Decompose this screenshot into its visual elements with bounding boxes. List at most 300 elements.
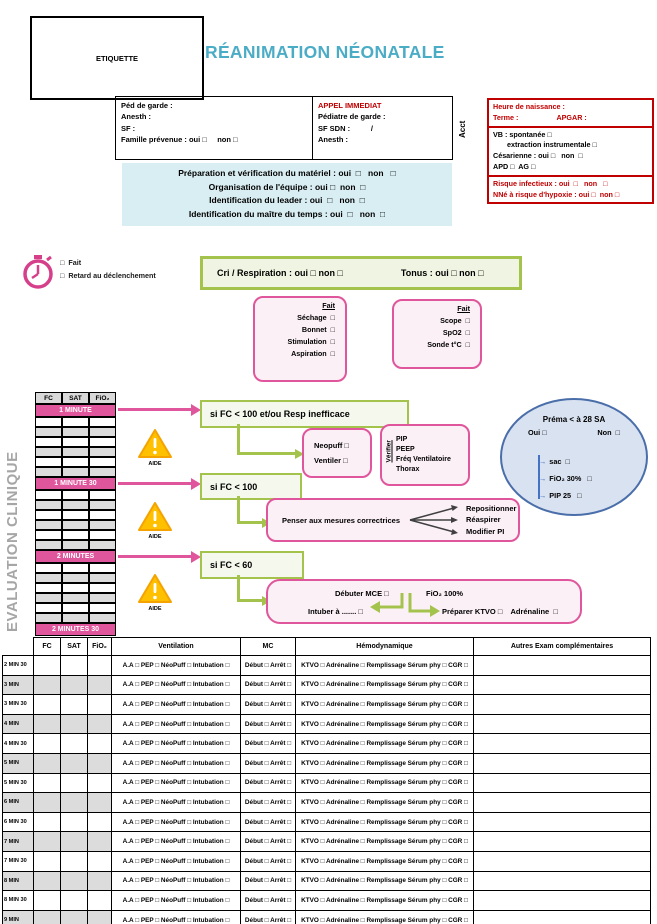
eval-cell[interactable]	[89, 437, 116, 447]
table-row	[3, 832, 651, 852]
eval-cell[interactable]	[62, 583, 89, 593]
eval-cell[interactable]	[35, 593, 62, 603]
cri-tonus-box	[200, 256, 522, 290]
eval-cell[interactable]	[89, 563, 116, 573]
cell-sat[interactable]	[61, 891, 88, 911]
bottom-header-row	[3, 638, 651, 656]
cell-hemodynamique-checkboxes[interactable]: KTVO □ Adrénaline □ Remplissage Sérum phy □ CGR □	[296, 773, 474, 793]
eval-cell[interactable]	[62, 447, 89, 457]
prema-item-sac[interactable]: → sac □	[539, 457, 570, 466]
warning-triangle-icon	[137, 573, 173, 604]
cell-fc[interactable]	[34, 714, 61, 734]
prema-item-fio2[interactable]: → FiO₂ 30% □	[539, 474, 592, 483]
bottom-table-body	[3, 656, 651, 924]
eval-cell[interactable]	[62, 437, 89, 447]
cell-autres-exam[interactable]	[474, 714, 651, 734]
eval-table-body	[35, 404, 116, 636]
action-modifier-pi: Modifier PI	[466, 526, 505, 536]
table-row	[3, 714, 651, 734]
eval-col-fio2: FiO₂	[89, 392, 116, 404]
eval-cell[interactable]	[35, 467, 62, 477]
bonnet-checkbox[interactable]: Bonnet □	[301, 324, 335, 334]
blue-arrow-icon: →	[539, 474, 547, 483]
eval-cell[interactable]	[89, 467, 116, 477]
cell-ventilation-checkboxes[interactable]: A.A □ PEP □ NéoPuff □ Intubation □	[112, 656, 241, 676]
eval-cell[interactable]	[62, 510, 89, 520]
bottom-table	[2, 637, 651, 924]
neopuff-box	[302, 428, 372, 478]
cell-autres-exam[interactable]	[474, 753, 651, 773]
cell-fio2[interactable]	[88, 714, 112, 734]
cell-fio2[interactable]	[88, 793, 112, 813]
eval-cell[interactable]	[35, 437, 62, 447]
row-time-label: 5 MIN	[3, 753, 34, 773]
cell-fc[interactable]	[34, 675, 61, 695]
cell-sat[interactable]	[61, 773, 88, 793]
cell-fio2[interactable]	[88, 832, 112, 852]
row-time-label: 4 MIN	[3, 714, 34, 734]
green-elbow-arrow-3	[237, 575, 262, 602]
vb-spontanee-checkbox[interactable]: VB : spontanée □	[493, 129, 552, 139]
fan-arrows-icon	[408, 502, 462, 538]
cell-fc[interactable]	[34, 656, 61, 676]
cell-fio2[interactable]	[88, 851, 112, 871]
eval-cell[interactable]	[89, 593, 116, 603]
eval-cell[interactable]	[89, 613, 116, 623]
correctrices-actions	[466, 503, 516, 538]
eval-cell[interactable]	[62, 417, 89, 427]
cell-hemodynamique-checkboxes[interactable]: KTVO □ Adrénaline □ Remplissage Sérum phy □ CGR □	[296, 871, 474, 891]
row-time-label: 4 MIN 30	[3, 734, 34, 754]
eval-cell[interactable]	[89, 573, 116, 583]
table-row	[3, 773, 651, 793]
row-time-label: 5 MIN 30	[3, 773, 34, 793]
timer-checkboxes	[60, 257, 156, 283]
cell-fio2[interactable]	[88, 656, 112, 676]
prema-ellipse	[500, 398, 648, 516]
materiel-checkboxes[interactable]: Préparation et vérification du matériel : oui □ non □	[178, 168, 396, 178]
cell-autres-exam[interactable]	[474, 734, 651, 754]
cell-hemodynamique-checkboxes[interactable]: KTVO □ Adrénaline □ Remplissage Sérum phy □ CGR □	[296, 675, 474, 695]
cell-autres-exam[interactable]	[474, 832, 651, 852]
aide-warning-2	[135, 501, 175, 540]
cell-mc-checkboxes[interactable]: Début □ Arrêt □	[241, 851, 296, 871]
stimulation-checkbox[interactable]: Stimulation □	[287, 336, 335, 346]
cell-mc-checkboxes[interactable]: Début □ Arrêt □	[241, 753, 296, 773]
anesth2-field[interactable]: Anesth :	[318, 134, 348, 144]
cell-fio2[interactable]	[88, 753, 112, 773]
cell-fio2[interactable]	[88, 734, 112, 754]
cell-hemodynamique-checkboxes[interactable]: KTVO □ Adrénaline □ Remplissage Sérum phy □ CGR □	[296, 851, 474, 871]
cell-sat[interactable]	[61, 675, 88, 695]
eval-cell[interactable]	[35, 540, 62, 550]
blue-arrow-icon: →	[539, 491, 547, 500]
risque-hypoxie-checkboxes[interactable]: NNé à risque d'hypoxie : oui □ non □	[493, 189, 620, 199]
cell-mc-checkboxes[interactable]: Début □ Arrêt □	[241, 773, 296, 793]
cell-fio2[interactable]	[88, 910, 112, 924]
fc60-actions-box	[266, 579, 582, 624]
cell-fc[interactable]	[34, 773, 61, 793]
eval-cell[interactable]	[35, 613, 62, 623]
extraction-checkbox[interactable]: extraction instrumentale □	[507, 140, 597, 150]
prema-oui-checkbox[interactable]: Oui □	[528, 428, 547, 437]
mesures-correctrices-box	[266, 498, 520, 542]
cell-autres-exam[interactable]	[474, 675, 651, 695]
eval-col-sat: SAT	[62, 392, 89, 404]
eval-cell[interactable]	[62, 490, 89, 500]
header-hemodynamique: Hémodynamique	[296, 638, 474, 656]
eval-cell[interactable]	[62, 613, 89, 623]
eval-cell[interactable]	[35, 490, 62, 500]
eval-cell[interactable]	[62, 593, 89, 603]
anesth-field[interactable]: Anesth :	[121, 112, 151, 122]
eval-cell[interactable]	[89, 540, 116, 550]
fait-header: Fait	[457, 304, 470, 313]
cell-fc[interactable]	[34, 812, 61, 832]
fio2-100-label[interactable]: FiO₂ 100%	[426, 589, 464, 598]
fait-box-monitorage	[392, 299, 482, 369]
cell-autres-exam[interactable]	[474, 851, 651, 871]
cell-fio2[interactable]	[88, 773, 112, 793]
eval-cell[interactable]	[35, 500, 62, 510]
table-row	[3, 753, 651, 773]
cell-ventilation-checkboxes[interactable]: A.A □ PEP □ NéoPuff □ Intubation □	[112, 714, 241, 734]
eval-row	[35, 573, 116, 583]
action-repositionner: Repositionner	[466, 503, 517, 513]
aide-label: AIDE	[148, 534, 162, 540]
cell-mc-checkboxes[interactable]: Début □ Arrêt □	[241, 675, 296, 695]
eval-cell[interactable]	[62, 563, 89, 573]
header-ventilation: Ventilation	[112, 638, 241, 656]
eval-row	[35, 613, 116, 623]
cell-fio2[interactable]	[88, 812, 112, 832]
famille-prevenue-checkboxes[interactable]: Famille prévenue : oui □ non □	[121, 134, 238, 144]
cell-sat[interactable]	[61, 851, 88, 871]
cell-hemodynamique-checkboxes[interactable]: KTVO □ Adrénaline □ Remplissage Sérum phy □ CGR □	[296, 812, 474, 832]
cell-ventilation-checkboxes[interactable]: A.A □ PEP □ NéoPuff □ Intubation □	[112, 753, 241, 773]
sf-field[interactable]: SF :	[121, 123, 136, 133]
cell-mc-checkboxes[interactable]: Début □ Arrêt □	[241, 871, 296, 891]
eval-row	[35, 583, 116, 593]
cell-sat[interactable]	[61, 656, 88, 676]
cell-sat[interactable]	[61, 832, 88, 852]
eval-cell[interactable]	[89, 417, 116, 427]
cell-mc-checkboxes[interactable]: Début □ Arrêt □	[241, 891, 296, 911]
cell-fio2[interactable]	[88, 675, 112, 695]
row-time-label: 6 MIN	[3, 793, 34, 813]
eval-cell[interactable]	[89, 510, 116, 520]
eval-cell[interactable]	[35, 447, 62, 457]
cell-fc[interactable]	[34, 832, 61, 852]
cell-sat[interactable]	[61, 734, 88, 754]
cell-mc-checkboxes[interactable]: Début □ Arrêt □	[241, 656, 296, 676]
pediatre-de-garde-field[interactable]: Pédiatre de garde :	[318, 112, 386, 122]
cri-respiration-checkboxes[interactable]: Cri / Respiration : oui □ non □	[217, 268, 343, 278]
eval-row	[35, 500, 116, 510]
eval-cell[interactable]	[35, 427, 62, 437]
cell-sat[interactable]	[61, 695, 88, 715]
eval-row	[35, 467, 116, 477]
ped-de-garde-field[interactable]: Péd de garde :	[121, 101, 173, 110]
cell-ventilation-checkboxes[interactable]: A.A □ PEP □ NéoPuff □ Intubation □	[112, 910, 241, 924]
eval-cell[interactable]	[35, 583, 62, 593]
blue-arrow-icon: →	[539, 457, 547, 466]
row-time-label: 8 MIN	[3, 871, 34, 891]
eval-row	[35, 530, 116, 540]
condition-text: si FC < 100	[210, 481, 258, 492]
arrow-2-minutes	[118, 555, 192, 558]
table-row	[3, 734, 651, 754]
verifier-label: Vérifier	[385, 439, 393, 462]
terme-field[interactable]: Terme :	[493, 112, 519, 122]
condition-text: si FC < 60	[210, 560, 253, 570]
eval-cell[interactable]	[62, 427, 89, 437]
eval-row	[35, 510, 116, 520]
eval-row	[35, 563, 116, 573]
etiquette-box	[30, 16, 204, 100]
appel-immediat-cell[interactable]	[313, 97, 452, 159]
cell-hemodynamique-checkboxes[interactable]: KTVO □ Adrénaline □ Remplissage Sérum phy □ CGR □	[296, 753, 474, 773]
cell-hemodynamique-checkboxes[interactable]: KTVO □ Adrénaline □ Remplissage Sérum phy □ CGR □	[296, 910, 474, 924]
eval-cell[interactable]	[89, 447, 116, 457]
intuber-checkbox[interactable]: Intuber à ....... □	[308, 607, 363, 616]
cell-mc-checkboxes[interactable]: Début □ Arrêt □	[241, 695, 296, 715]
cell-autres-exam[interactable]	[474, 656, 651, 676]
action-reaspirer: Réaspirer	[466, 515, 501, 525]
cell-hemodynamique-checkboxes[interactable]: KTVO □ Adrénaline □ Remplissage Sérum phy □ CGR □	[296, 832, 474, 852]
arrow-1-minute-30	[118, 482, 192, 485]
cell-fc[interactable]	[34, 851, 61, 871]
cell-sat[interactable]	[61, 714, 88, 734]
eval-cell[interactable]	[35, 510, 62, 520]
debuter-mce-checkbox[interactable]: Débuter MCE □	[335, 589, 389, 598]
cell-fc[interactable]	[34, 910, 61, 924]
cell-ventilation-checkboxes[interactable]: A.A □ PEP □ NéoPuff □ Intubation □	[112, 675, 241, 695]
cell-ventilation-checkboxes[interactable]: A.A □ PEP □ NéoPuff □ Intubation □	[112, 695, 241, 715]
etiquette-label: ETIQUETTE	[95, 53, 139, 63]
cell-sat[interactable]	[61, 753, 88, 773]
retard-checkbox[interactable]: □ Retard au déclenchement	[60, 270, 156, 280]
cell-sat[interactable]	[61, 871, 88, 891]
cell-ventilation-checkboxes[interactable]: A.A □ PEP □ NéoPuff □ Intubation □	[112, 793, 241, 813]
cell-fio2[interactable]	[88, 871, 112, 891]
eval-col-fc: FC	[35, 392, 62, 404]
heure-naissance-field[interactable]: Heure de naissance :	[493, 102, 565, 111]
eval-row	[35, 540, 116, 550]
table-row	[3, 851, 651, 871]
naissance-header[interactable]	[489, 100, 652, 126]
table-row	[3, 910, 651, 924]
fait-box-gestes	[253, 296, 347, 382]
garde-cell[interactable]	[116, 97, 313, 159]
eval-cell[interactable]	[89, 530, 116, 540]
eval-cell[interactable]	[35, 520, 62, 530]
naissance-box	[487, 98, 654, 204]
eval-row	[35, 447, 116, 457]
eval-band: 1 MINUTE	[35, 404, 116, 417]
cell-autres-exam[interactable]	[474, 773, 651, 793]
cell-autres-exam[interactable]	[474, 793, 651, 813]
eval-row	[35, 417, 116, 427]
page-title: RÉANIMATION NÉONATALE	[205, 42, 445, 62]
cell-ventilation-checkboxes[interactable]: A.A □ PEP □ NéoPuff □ Intubation □	[112, 773, 241, 793]
cell-hemodynamique-checkboxes[interactable]: KTVO □ Adrénaline □ Remplissage Sérum phy □ CGR □	[296, 714, 474, 734]
eval-cell[interactable]	[35, 563, 62, 573]
fait-checkbox[interactable]: □ Fait	[60, 258, 82, 267]
cell-ventilation-checkboxes[interactable]: A.A □ PEP □ NéoPuff □ Intubation □	[112, 832, 241, 852]
eval-row	[35, 520, 116, 530]
eval-cell[interactable]	[62, 457, 89, 467]
scope-checkbox[interactable]: Scope □	[440, 315, 470, 325]
cell-sat[interactable]	[61, 812, 88, 832]
cell-mc-checkboxes[interactable]: Début □ Arrêt □	[241, 714, 296, 734]
cell-ventilation-checkboxes[interactable]: A.A □ PEP □ NéoPuff □ Intubation □	[112, 812, 241, 832]
eval-row	[35, 490, 116, 500]
eval-cell[interactable]	[62, 520, 89, 530]
cell-fc[interactable]	[34, 695, 61, 715]
evaluation-clinique-label: EVALUATION CLINIQUE	[4, 451, 21, 632]
maitre-du-temps-checkboxes[interactable]: Identification du maître du temps : oui □ non □	[188, 208, 386, 219]
green-branch-arrows-icon	[366, 593, 446, 617]
cell-mc-checkboxes[interactable]: Début □ Arrêt □	[241, 832, 296, 852]
cell-mc-checkboxes[interactable]: Début □ Arrêt □	[241, 910, 296, 924]
cell-fc[interactable]	[34, 793, 61, 813]
neopuff-checkbox[interactable]: Neopuff □	[314, 441, 349, 450]
cell-hemodynamique-checkboxes[interactable]: KTVO □ Adrénaline □ Remplissage Sérum phy □ CGR □	[296, 891, 474, 911]
prema-non-checkbox[interactable]: Non □	[597, 428, 620, 437]
preparation-checklist	[122, 163, 452, 226]
cell-ventilation-checkboxes[interactable]: A.A □ PEP □ NéoPuff □ Intubation □	[112, 851, 241, 871]
row-time-label: 6 MIN 30	[3, 812, 34, 832]
eval-row	[35, 457, 116, 467]
eval-cell[interactable]	[62, 530, 89, 540]
appel-immediat-title: APPEL IMMEDIAT	[318, 101, 382, 110]
correctrices-label: Penser aux mesures correctrices	[282, 515, 400, 525]
eval-row	[35, 603, 116, 613]
verifier-box	[380, 424, 470, 486]
cell-fc[interactable]	[34, 753, 61, 773]
eval-row	[35, 437, 116, 447]
cell-hemodynamique-checkboxes[interactable]: KTVO □ Adrénaline □ Remplissage Sérum phy □ CGR □	[296, 734, 474, 754]
aspiration-checkbox[interactable]: Aspiration □	[291, 348, 335, 358]
spo2-checkbox[interactable]: SpO2 □	[442, 327, 470, 337]
eval-cell[interactable]	[35, 417, 62, 427]
eval-cell[interactable]	[89, 583, 116, 593]
arrow-1-minute	[118, 408, 192, 411]
row-time-label: 3 MIN 30	[3, 695, 34, 715]
eval-cell[interactable]	[62, 573, 89, 583]
eval-cell[interactable]	[62, 500, 89, 510]
apd-ag-checkboxes[interactable]: APD □ AG □	[493, 161, 536, 171]
cell-mc-checkboxes[interactable]: Début □ Arrêt □	[241, 793, 296, 813]
equipe-checkboxes[interactable]: Organisation de l'équipe : oui □ non □	[208, 181, 366, 192]
cell-hemodynamique-checkboxes[interactable]: KTVO □ Adrénaline □ Remplissage Sérum phy □ CGR □	[296, 695, 474, 715]
eval-band: 2 MINUTES 30	[35, 623, 116, 636]
row-time-label: 3 MIN	[3, 675, 34, 695]
blank-header-cell	[3, 638, 34, 656]
row-time-label: 9 MIN	[3, 910, 34, 924]
cell-ventilation-checkboxes[interactable]: A.A □ PEP □ NéoPuff □ Intubation □	[112, 734, 241, 754]
row-time-label: 2 MIN 30	[3, 656, 34, 676]
eval-cell[interactable]	[35, 530, 62, 540]
header-mc: MC	[241, 638, 296, 656]
row-time-label: 8 MIN 30	[3, 891, 34, 911]
acct-vertical-label: Acct	[458, 120, 467, 138]
tonus-checkboxes[interactable]: Tonus : oui □ non □	[400, 268, 484, 278]
table-row	[3, 812, 651, 832]
cell-mc-checkboxes[interactable]: Début □ Arrêt □	[241, 734, 296, 754]
cell-ventilation-checkboxes[interactable]: A.A □ PEP □ NéoPuff □ Intubation □	[112, 891, 241, 911]
eval-cell[interactable]	[89, 457, 116, 467]
eval-cell[interactable]	[62, 603, 89, 613]
eval-cell[interactable]	[89, 520, 116, 530]
aide-label: AIDE	[148, 606, 162, 612]
cell-autres-exam[interactable]	[474, 910, 651, 924]
on-call-table	[115, 96, 453, 160]
apgar-field[interactable]: APGAR :	[556, 112, 587, 122]
cell-fio2[interactable]	[88, 891, 112, 911]
cell-autres-exam[interactable]	[474, 695, 651, 715]
eval-cell[interactable]	[89, 427, 116, 437]
cell-mc-checkboxes[interactable]: Début □ Arrêt □	[241, 812, 296, 832]
green-elbow-arrow-2	[237, 496, 262, 524]
cell-sat[interactable]	[61, 793, 88, 813]
sonde-tc-checkbox[interactable]: Sonde t°C □	[427, 339, 470, 349]
eval-row	[35, 593, 116, 603]
table-row	[3, 675, 651, 695]
header-fio2: FiO₂	[88, 638, 112, 656]
cesarienne-checkboxes[interactable]: Césarienne : oui □ non □	[493, 151, 583, 161]
eval-cell[interactable]	[62, 540, 89, 550]
risque-infectieux-checkboxes[interactable]: Risque infectieux : oui □ non □	[493, 178, 608, 188]
eval-table	[35, 392, 116, 636]
cell-fc[interactable]	[34, 891, 61, 911]
eval-cell[interactable]	[35, 573, 62, 583]
ktvo-adrenaline-checkboxes[interactable]: Préparer KTVO □ Adrénaline □	[442, 607, 558, 616]
row-time-label: 7 MIN	[3, 832, 34, 852]
cell-sat[interactable]	[61, 910, 88, 924]
cell-fc[interactable]	[34, 871, 61, 891]
cell-autres-exam[interactable]	[474, 891, 651, 911]
cell-hemodynamique-checkboxes[interactable]: KTVO □ Adrénaline □ Remplissage Sérum phy □ CGR □	[296, 656, 474, 676]
verifier-freq: Fréq Ventilatoire	[396, 456, 451, 463]
condition-fc100-resp	[200, 400, 409, 428]
eval-cell[interactable]	[89, 490, 116, 500]
cell-fc[interactable]	[34, 734, 61, 754]
cell-fio2[interactable]	[88, 695, 112, 715]
leader-checkboxes[interactable]: Identification du leader : oui □ non □	[209, 195, 365, 206]
cell-hemodynamique-checkboxes[interactable]: KTVO □ Adrénaline □ Remplissage Sérum phy □ CGR □	[296, 793, 474, 813]
cell-autres-exam[interactable]	[474, 812, 651, 832]
eval-header-row	[35, 392, 116, 404]
header-autres: Autres Exam complémentaires	[474, 638, 651, 656]
eval-cell[interactable]	[89, 603, 116, 613]
ventiler-checkbox[interactable]: Ventiler □	[314, 456, 348, 465]
prema-item-pip25[interactable]: → PIP 25 □	[539, 491, 582, 500]
eval-cell[interactable]	[35, 457, 62, 467]
cell-ventilation-checkboxes[interactable]: A.A □ PEP □ NéoPuff □ Intubation □	[112, 871, 241, 891]
naissance-risques[interactable]	[489, 175, 652, 203]
header-sat: SAT	[61, 638, 88, 656]
eval-cell[interactable]	[35, 603, 62, 613]
cell-autres-exam[interactable]	[474, 871, 651, 891]
warning-triangle-icon	[137, 501, 173, 532]
sechage-checkbox[interactable]: Séchage □	[297, 312, 335, 322]
eval-cell[interactable]	[62, 467, 89, 477]
eval-cell[interactable]	[89, 500, 116, 510]
sf-sdn-field[interactable]: SF SDN : /	[318, 123, 374, 133]
naissance-mode[interactable]	[489, 126, 652, 175]
